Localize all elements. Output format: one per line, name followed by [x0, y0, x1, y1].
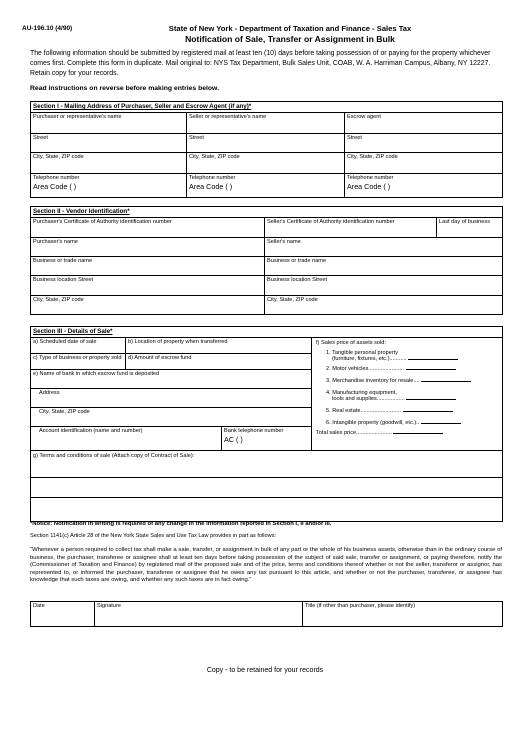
- bank-phone-field[interactable]: Bank telephone number AC ( ): [222, 427, 312, 451]
- bank-city-field[interactable]: City, State, ZIP code: [31, 408, 312, 427]
- purchaser-phone-field[interactable]: Telephone number Area Code ( ): [31, 174, 187, 198]
- purchaser-trade-field[interactable]: Business or trade name: [31, 257, 265, 276]
- form-title: Notification of Sale, Transfer or Assignment in Bulk: [185, 34, 395, 44]
- date-field[interactable]: Date: [31, 602, 95, 627]
- real-estate-input[interactable]: [403, 411, 453, 412]
- escrow-phone-field[interactable]: Telephone number Area Code ( ): [345, 174, 503, 198]
- escrow-agent-field[interactable]: Escrow agent: [345, 113, 503, 134]
- total-price-input[interactable]: [393, 433, 443, 434]
- intro-text: The following information should be submitted by registered mail at least ten (10) days before taking possession of or paying for the property whichever comes first. Complete this form in duplicate. Mail original to: NYS Tax Department, Bulk Sales Unit, COAB, W. A. Harriman Campus, Albany, NY 12227. Retain copy for your records.: [30, 50, 491, 77]
- seller-name-field[interactable]: Seller or representative's name: [187, 113, 345, 134]
- section-2-table: [30, 206, 503, 315]
- seller-cert-field[interactable]: Seller's Certificate of Authority identification number: [265, 218, 437, 238]
- escrow-street-field[interactable]: Street: [345, 134, 503, 153]
- signature-field[interactable]: Signature: [95, 602, 303, 627]
- purchaser-name-field[interactable]: Purchaser or representative's name: [31, 113, 187, 134]
- seller-city2-field[interactable]: City, State, ZIP code: [265, 296, 503, 315]
- title-field[interactable]: Title (if other than purchaser, please identify): [303, 602, 503, 627]
- equipment-input[interactable]: [406, 399, 456, 400]
- seller-location-field[interactable]: Business location Street: [265, 276, 503, 296]
- read-instructions: Read instructions on reverse before making entries below.: [30, 85, 219, 92]
- change-notice: *Notice: Notification in writing is required of any change in the information reported in Section I, II and/or III.: [30, 521, 332, 527]
- last-day-field[interactable]: Last day of business: [437, 218, 503, 238]
- intangible-input[interactable]: [421, 423, 461, 424]
- bank-address-field[interactable]: Address: [31, 389, 312, 408]
- tangible-property-input[interactable]: [408, 359, 458, 360]
- seller-name2-field[interactable]: Seller's name: [265, 238, 503, 257]
- bank-name-field[interactable]: e) Name of bank in which escrow fund is deposited: [31, 370, 312, 389]
- section-reference: Section 1141(c) Article 28 of the New York State Sales and Use Tax Law provides in part as follows:: [30, 533, 277, 539]
- seller-street-field[interactable]: Street: [187, 134, 345, 153]
- section-1-table: [30, 101, 503, 198]
- purchaser-street-field[interactable]: Street: [31, 134, 187, 153]
- agency-name: State of New York - Department of Taxation and Finance - Sales Tax: [168, 24, 412, 33]
- motor-vehicles-input[interactable]: [406, 369, 456, 370]
- seller-city-field[interactable]: City, State, ZIP code: [187, 153, 345, 174]
- sales-price-block: f) Sales price of assets sold: 1. Tangible personal property (furniture, fixtures, etc.)........... 2. Motor vehicles....................... 3. Merchandise inventory for resale.... 4. Manufacturing equipment, tools and supplies.................. 5. Real estate.......................... 6. Intangible property (goodwill, etc.).. Total sales price.......................: [312, 338, 503, 451]
- section-1-title: Section I - Mailing Address of Purchaser, Seller and Escrow Agent (if any)*: [33, 103, 252, 110]
- footer-copy-note: Copy - to be retained for your records: [206, 667, 324, 674]
- escrow-city-field[interactable]: City, State, ZIP code: [345, 153, 503, 174]
- form-number: AU-196.10 (4/90): [22, 25, 73, 32]
- purchaser-city2-field[interactable]: City, State, ZIP code: [31, 296, 265, 315]
- section-3-table: [30, 326, 503, 522]
- business-type-field[interactable]: c) Type of business or property sold: [31, 354, 126, 370]
- law-quote: "Whenever a person required to collect tax shall make a sale, transfer, or assignment in bulk of any part or the whole of his business assets, otherwise than in the ordinary course of business, the purchaser, transferee or assignee shall at least ten days before taking possession of the subject of said sale, transfer or assignment, or paying therefore, notify the (Commissioner of Taxation and Finance) by registered mail of the proposed sale and of the price, terms and conditions thereof whether or not the seller, transferor or assignor, has represented to, or informed the purchaser, transferee or assignee that he owes any tax pursuant to this article, and whether or not the purchaser, transferee, or assignee has knowledge that such taxes are owing, and whether any such taxes are in fact owing.": [30, 547, 502, 584]
- purchaser-city-field[interactable]: City, State, ZIP code: [31, 153, 187, 174]
- escrow-amount-field[interactable]: d) Amount of escrow fund: [126, 354, 312, 370]
- account-id-field[interactable]: Account identification (name and number): [31, 427, 222, 451]
- property-location-field[interactable]: b) Location of property when transferred: [126, 338, 312, 354]
- section-3-title: Section III - Details of Sale*: [33, 328, 113, 335]
- signature-table: [30, 601, 503, 627]
- seller-phone-field[interactable]: Telephone number Area Code ( ): [187, 174, 345, 198]
- terms-conditions-field[interactable]: g) Terms and conditions of sale (Attach copy of Contract of Sale):: [31, 451, 503, 522]
- purchaser-cert-field[interactable]: Purchaser's Certificate of Authority identification number: [31, 218, 265, 238]
- purchaser-name2-field[interactable]: Purchaser's name: [31, 238, 265, 257]
- scheduled-date-field[interactable]: a) Scheduled date of sale: [31, 338, 126, 354]
- seller-trade-field[interactable]: Business or trade name: [265, 257, 503, 276]
- purchaser-location-field[interactable]: Business location Street: [31, 276, 265, 296]
- section-2-title: Section II - Vendor Identification*: [33, 208, 130, 215]
- inventory-input[interactable]: [421, 381, 471, 382]
